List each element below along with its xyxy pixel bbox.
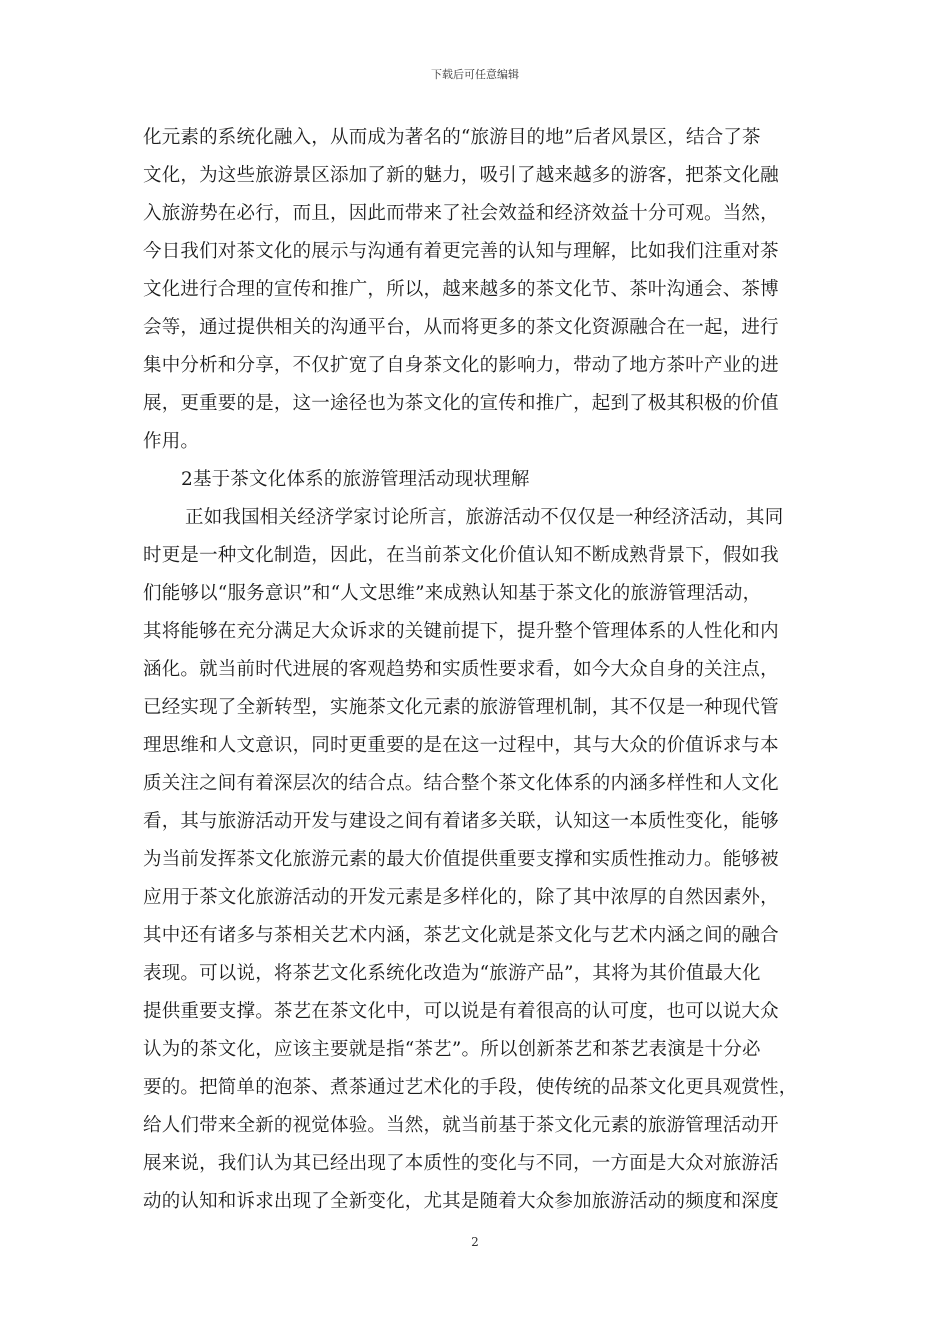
body-line: 给人们带来全新的视觉体验。当然，就当前基于茶文化元素的旅游管理活动开 <box>143 1115 779 1136</box>
body-line: 其将能够在充分满足大众诉求的关键前提下，提升整个管理体系的人性化和内 <box>143 621 779 642</box>
body-line: 正如我国相关经济学家讨论所言，旅游活动不仅仅是一种经济活动，其同 <box>185 507 784 528</box>
body-line: 文化，为这些旅游景区添加了新的魅力，吸引了越来越多的游客，把茶文化融 <box>143 165 779 186</box>
body-line: 文化进行合理的宣传和推广，所以，越来越多的茶文化节、茶叶沟通会、茶博 <box>143 279 779 300</box>
body-line: 理思维和人文意识，同时更重要的是在这一过程中，其与大众的价值诉求与本 <box>143 735 779 756</box>
body-line: 时更是一种文化制造，因此，在当前茶文化价值认知不断成熟背景下，假如我 <box>143 545 779 566</box>
body-line: 展来说，我们认为其已经出现了本质性的变化与不同，一方面是大众对旅游活 <box>143 1153 779 1174</box>
body-line: 集中分析和分享，不仅扩宽了自身茶文化的影响力，带动了地方茶叶产业的进 <box>143 355 779 376</box>
body-line: 提供重要支撑。茶艺在茶文化中，可以说是有着很高的认可度，也可以说大众 <box>143 1001 779 1022</box>
body-line: 表现。可以说，将茶艺文化系统化改造为“旅游产品”，其将为其价值最大化 <box>143 963 761 984</box>
page-number: 2 <box>471 1235 479 1249</box>
body-line: 展，更重要的是，这一途径也为茶文化的宣传和推广，起到了极其积极的价值 <box>143 393 779 414</box>
body-line: 动的认知和诉求出现了全新变化，尤其是随着大众参加旅游活动的频度和深度 <box>143 1191 779 1212</box>
page-header-note: 下载后可任意编辑 <box>431 68 519 81</box>
body-line: 要的。把简单的泡茶、煮茶通过艺术化的手段，使传统的品茶文化更具观赏性， <box>143 1077 798 1098</box>
body-line: 入旅游势在必行，而且，因此而带来了社会效益和经济效益十分可观。当然， <box>143 203 779 224</box>
body-line: 认为的茶文化，应该主要就是指“茶艺”。所以创新茶艺和茶艺表演是十分必 <box>143 1039 761 1060</box>
body-line: 质关注之间有着深层次的结合点。结合整个茶文化体系的内涵多样性和人文化 <box>143 773 779 794</box>
body-line: 今日我们对茶文化的展示与沟通有着更完善的认知与理解，比如我们注重对茶 <box>143 241 779 262</box>
body-line: 应用于茶文化旅游活动的开发元素是多样化的，除了其中浓厚的自然因素外， <box>143 887 779 908</box>
body-line: 看，其与旅游活动开发与建设之间有着诸多关联，认知这一本质性变化，能够 <box>143 811 779 832</box>
body-line: 们能够以“服务意识”和“人文思维”来成熟认知基于茶文化的旅游管理活动， <box>143 583 762 604</box>
body-line: 化元素的系统化融入，从而成为著名的“旅游目的地”后者风景区，结合了茶 <box>143 127 761 148</box>
body-line: 涵化。就当前时代进展的客观趋势和实质性要求看，如今大众自身的关注点， <box>143 659 779 680</box>
body-line: 其中还有诸多与茶相关艺术内涵，茶艺文化就是茶文化与艺术内涵之间的融合 <box>143 925 779 946</box>
body-line: 已经实现了全新转型，实施茶文化元素的旅游管理机制，其不仅是一种现代管 <box>143 697 779 718</box>
body-line: 作用。 <box>143 431 200 452</box>
body-line: 为当前发挥茶文化旅游元素的最大价值提供重要支撑和实质性推动力。能够被 <box>143 849 779 870</box>
section-heading: 2基于茶文化体系的旅游管理活动现状理解 <box>181 469 530 490</box>
body-line: 会等，通过提供相关的沟通平台，从而将更多的茶文化资源融合在一起，进行 <box>143 317 779 338</box>
